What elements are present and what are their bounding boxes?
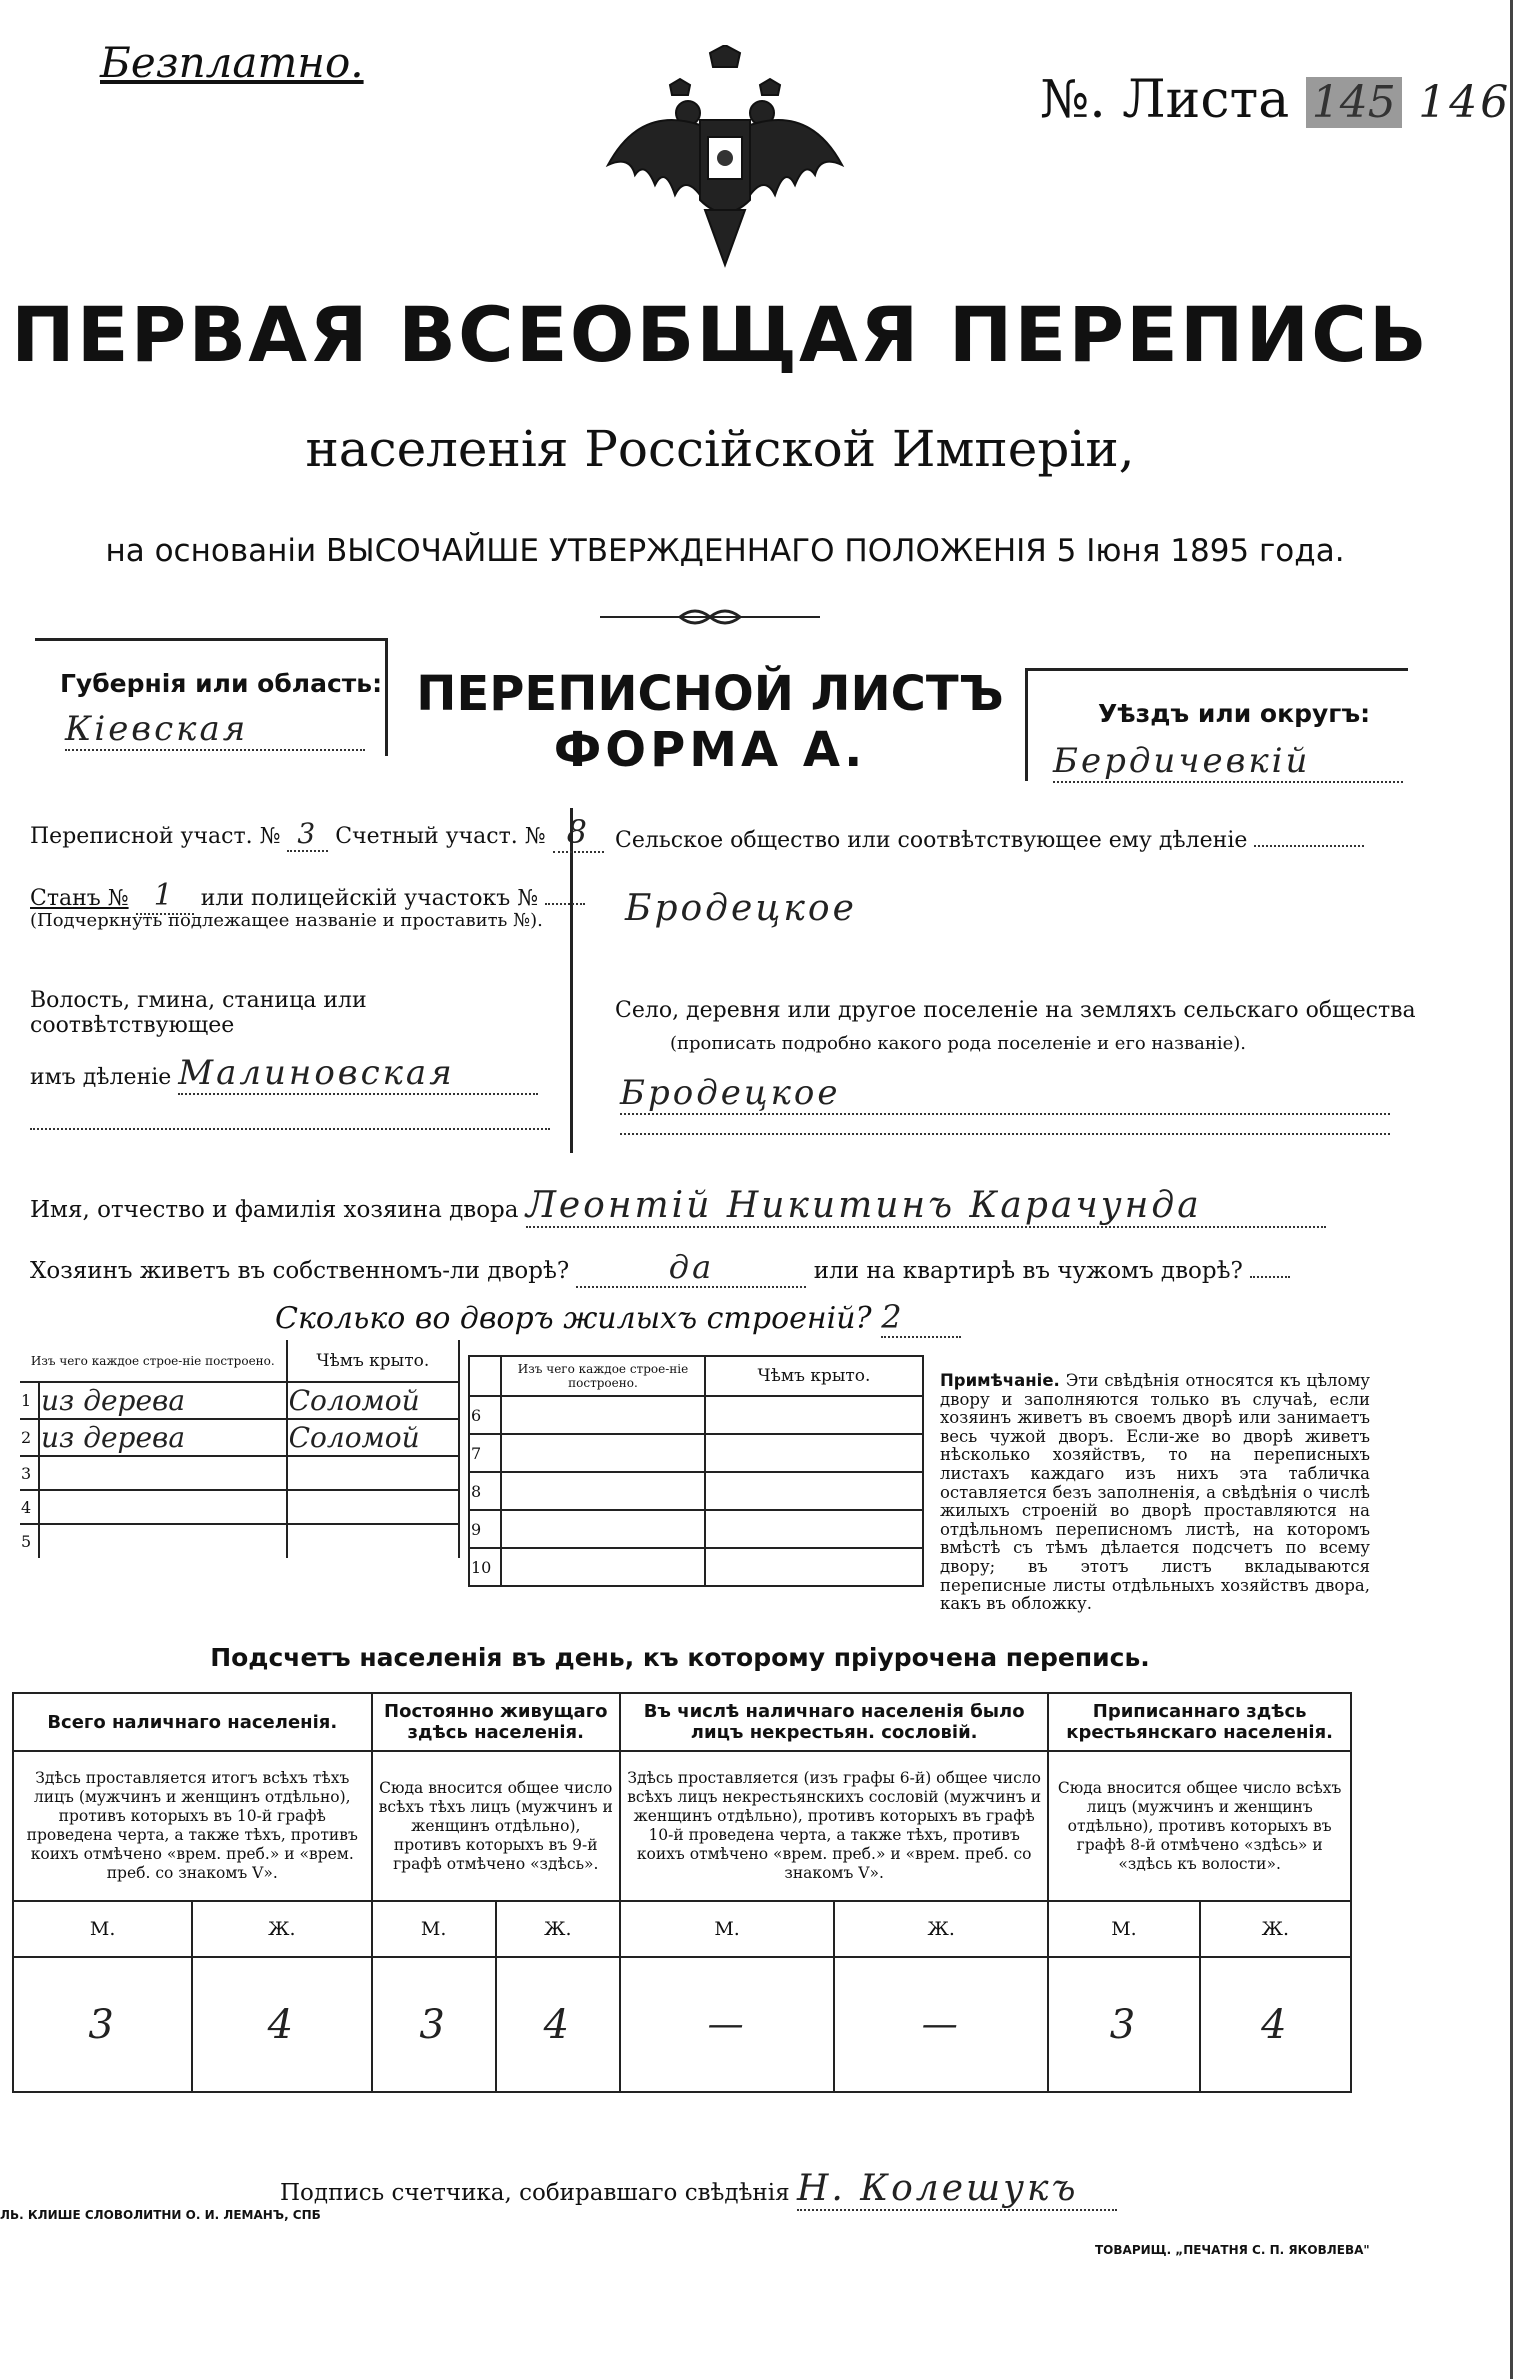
- village-value: Бродецкое: [620, 1073, 1390, 1115]
- count-col-desc: Сюда вносится общее число всѣхъ лицъ (мужчинъ и женщинъ отдѣльно), противъ которыхъ въ графѣ 8-й отмѣчено «здѣсь» и «здѣсь къ волости».: [1048, 1751, 1351, 1901]
- society-line: Сельское общество или соотвѣтствующее ему дѣленіе: [615, 828, 1364, 853]
- sheet-label: №. Листа: [1040, 70, 1290, 130]
- col-material-header: Изъ чего каждое строе-ніе построено.: [501, 1356, 705, 1396]
- printer-left: ЛЬ. КЛИШЕ СЛОВОЛИТНИ О. И. ЛЕМАНЪ, СПБ: [0, 2208, 321, 2222]
- male-label: М.: [372, 1901, 496, 1957]
- owner-lives-value: да: [576, 1248, 806, 1288]
- printer-right: ТОВАРИЩ. „ПЕЧАТНЯ С. П. ЯКОВЛЕВА": [1095, 2243, 1370, 2257]
- form-type: ФОРМА А.: [553, 722, 867, 778]
- note-label: Примѣчаніе.: [940, 1371, 1060, 1390]
- female-label: Ж.: [496, 1901, 620, 1957]
- female-label: Ж.: [192, 1901, 371, 1957]
- uezd-value: Бердичевкій: [1053, 741, 1403, 783]
- col-roof-header: Чѣмъ крыто.: [287, 1340, 459, 1382]
- female-label: Ж.: [1200, 1901, 1351, 1957]
- male-label: М.: [13, 1901, 192, 1957]
- buildings-table-left: Изъ чего каждое строе-ніе построено. Чѣмъ крыто. 1 из дерева Соломой 2 из дерева Соломой 3 4 5: [20, 1340, 460, 1558]
- right-info-block: [610, 808, 1416, 1153]
- count-male-value: 3: [372, 1957, 496, 2092]
- page-edge-line: [1510, 0, 1513, 2379]
- owner-name-line: Имя, отчество и фамилія хозяина двора Леонтій Никитинъ Карачунда: [30, 1185, 1326, 1228]
- count-col-desc: Здѣсь проставляется итогъ всѣхъ тѣхъ лицъ (мужчинъ и женщинъ отдѣльно), противъ которыхъ въ 10-й графѣ проведена черта, а также тѣхъ, противъ коихъ отмѣчено «врем. преб.» и «врем. преб. со знакомъ V».: [13, 1751, 372, 1901]
- count-col-heading: Въ числѣ наличнаго населенія было лицъ некрестьян. сословій.: [620, 1693, 1048, 1751]
- count-male-value: —: [620, 1957, 834, 2092]
- count-male-value: 3: [13, 1957, 192, 2092]
- owner-name-value: Леонтій Никитинъ Карачунда: [526, 1185, 1326, 1228]
- basis-line: на основаніи ВЫСОЧАЙШЕ УТВЕРЖДЕННАГО ПОЛОЖЕНІЯ 5 Іюня 1895 года.: [105, 533, 1345, 569]
- signature-line: Подпись счетчика, собиравшаго свѣдѣнія Н. Колешукъ: [280, 2168, 1117, 2211]
- count-col-heading: Приписаннаго здѣсь крестьянскаго населенія.: [1048, 1693, 1351, 1751]
- count-male-value: 3: [1048, 1957, 1199, 2092]
- owner-lives-line: Хозяинъ живетъ въ собственномъ-ли дворѣ? да или на квартирѣ въ чужомъ дворѣ?: [30, 1248, 1290, 1288]
- col-roof-header: Чѣмъ крыто.: [705, 1356, 923, 1396]
- sheet-number-stamp: 145: [1306, 77, 1402, 128]
- note-block: [940, 1372, 1370, 1614]
- uezd-box: [1025, 668, 1408, 781]
- stan-value: 1: [136, 878, 194, 915]
- village-label: Село, деревня или другое поселеніе на земляхъ сельскаго общества: [615, 998, 1416, 1023]
- enumerator-signature: Н. Колешукъ: [797, 2168, 1117, 2211]
- count-female-value: 4: [192, 1957, 371, 2092]
- count-col-desc: Здѣсь проставляется (изъ графы 6-й) общее число всѣхъ лицъ некрестьянскихъ сословій (мужчинъ и женщинъ отдѣльно), противъ которыхъ въ графѣ 10-й проведена черта, а также тѣхъ, противъ коихъ отмѣчено «врем. преб.» и «врем. преб. со знакомъ V».: [620, 1751, 1048, 1901]
- count-female-value: 4: [1200, 1957, 1351, 2092]
- district-line: Переписной участ. № 3 Счетный участ. № 8: [30, 813, 604, 851]
- village-note: (прописать подробно какого рода поселеніе и его названіе).: [670, 1033, 1246, 1054]
- count-female-value: 4: [496, 1957, 620, 2092]
- buildings-table-right: Изъ чего каждое строе-ніе построено. Чѣмъ крыто. 6 7 8 9 10: [468, 1355, 924, 1587]
- form-title: ПЕРЕПИСНОЙ ЛИСТЪ: [416, 666, 1004, 722]
- note-text: Эти свѣдѣнія относятся къ цѣлому двору и заполняются только въ случаѣ, если хозяинъ живетъ въ своемъ дворѣ или занимаетъ весь чужой дворъ. Если-же во дворѣ живетъ нѣсколько хозяйствъ, то на переписныхъ листахъ каждаго изъ нихъ эта табличка оставляется безъ заполненія, а свѣдѣнія о числѣ жилыхъ строеній во дворѣ проставляются на отдѣльномъ переписномъ листѣ, на которомъ вмѣстѣ съ тѣмъ дѣлается подсчетъ по всему двору; въ этотъ листъ вкладываются переписные листы отдѣльныхъ хозяйствъ двора, какъ въ обложку.: [940, 1371, 1370, 1614]
- sheet-number-field: [1040, 70, 1511, 130]
- coat-of-arms-emblem: [600, 45, 850, 275]
- count-table-title: Подсчетъ населенія въ день, къ которому пріурочена перепись.: [210, 1643, 1150, 1672]
- sheet-number-handwritten: 146: [1418, 77, 1512, 128]
- female-label: Ж.: [834, 1901, 1048, 1957]
- male-label: М.: [1048, 1901, 1199, 1957]
- volost-extra-line: [30, 1128, 550, 1130]
- count-col-heading: Всего наличнаго населенія.: [13, 1693, 372, 1751]
- male-label: М.: [620, 1901, 834, 1957]
- ornament-divider: [600, 605, 820, 629]
- buildings-count-line: Сколько во дворъ жилыхъ строеній? 2: [275, 1298, 961, 1338]
- census-district-value: 3: [287, 817, 328, 852]
- village-extra-line: [620, 1133, 1390, 1135]
- building-material: из дерева: [39, 1419, 287, 1456]
- volost-line: имъ дѣленіе Малиновская: [30, 1053, 538, 1095]
- main-title: ПЕРВАЯ ВСЕОБЩАЯ ПЕРЕПИСЬ: [11, 290, 1429, 379]
- gubernia-label: Губернія или область:: [60, 669, 383, 698]
- volost-label-1: Волость, гмина, станица или соотвѣтствующее: [30, 988, 367, 1038]
- subtitle: населенія Россійской Имперіи,: [305, 420, 1135, 478]
- count-col-heading: Постоянно живущаго здѣсь населенія.: [372, 1693, 621, 1751]
- left-info-block: [30, 808, 590, 1153]
- gubernia-value: Кіевская: [65, 709, 365, 751]
- society-value: Бродецкое: [625, 888, 857, 929]
- free-label: Безплатно.: [100, 38, 364, 87]
- volost-value: Малиновская: [178, 1053, 538, 1095]
- population-count-table: [12, 1692, 1352, 2093]
- underline-note: (Подчеркнуть подлежащее названіе и проставить №).: [30, 910, 543, 931]
- count-female-value: —: [834, 1957, 1048, 2092]
- count-district-value: 8: [553, 813, 604, 853]
- uezd-label: Уѣздъ или округъ:: [1098, 699, 1371, 728]
- building-material: из дерева: [39, 1382, 287, 1419]
- col-material-header: Изъ чего каждое строе-ніе построено.: [20, 1340, 287, 1382]
- building-roof: Соломой: [287, 1382, 459, 1419]
- count-col-desc: Сюда вносится общее число всѣхъ тѣхъ лицъ (мужчинъ и женщинъ отдѣльно), противъ которыхъ въ 9-й графѣ отмѣчено «здѣсь».: [372, 1751, 621, 1901]
- building-roof: Соломой: [287, 1419, 459, 1456]
- buildings-count-value: 2: [881, 1298, 961, 1338]
- stan-line: Станъ № 1 или полицейскій участокъ №: [30, 878, 585, 913]
- gubernia-box: [35, 638, 388, 756]
